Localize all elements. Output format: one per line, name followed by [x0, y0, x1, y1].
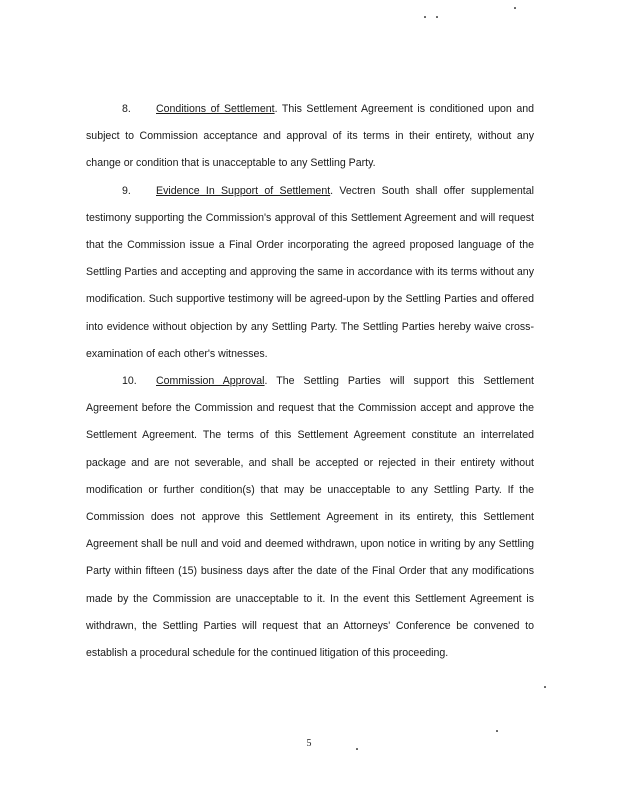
scan-speck — [496, 730, 498, 732]
paragraph-text: This Settlement Agreement is conditioned upon and subject to Commission acceptance and approval of its terms in their entirety, without any change or condition that is unacceptable to any Settling Party. — [86, 103, 534, 170]
paragraph-number: 9. — [122, 184, 131, 197]
scan-speck — [356, 748, 358, 750]
scan-speck — [544, 686, 546, 688]
paragraph-text: Vectren South shall offer supplemental testimony supporting the Commission's approval of this Settlement Agreement and will request that the Commission issue a Final Order incorporating the agreed proposed language of the Settling Parties and accepting and approving the same in accordance with its terms without any modification. Such supportive testimony will be agreed-upon by the Settling Parties and offered into evidence without objection by any Settling Party. The Settling Parties hereby waive cross-examination of each other's witnesses. — [86, 184, 534, 360]
paragraph-title: Commission Approval — [156, 375, 265, 388]
page-number: 5 — [306, 738, 312, 749]
document-body — [86, 96, 534, 667]
paragraph-commission-approval: 10. Commission Approval. The Settling Parties will support this Settlement Agreement before the Commission and request that the Commission accept and approve the Settlement Agreement. The terms of this Settlement Agreement constitute an interrelated package and are not severable, and shall be accepted or rejected in their entirety without modification or further condition(s) that may be unacceptable to any Settling Party. If the Commission does not approve this Settlement Agreement in its entirety, this Settlement Agreement shall be null and void and deemed withdrawn, upon notice in writing by any Settling Party within fifteen (15) business days after the date of the Final Order that any modifications made by the Commission are unacceptable to it. In the event this Settlement Agreement is withdrawn, the Settling Parties will request that an Attorneys' Conference be convened to establish a procedural schedule for the continued litigation of this proceeding. — [86, 368, 534, 667]
paragraph-conditions-of-settlement: 8. Conditions of Settlement. This Settlement Agreement is conditioned upon and subject to Commission acceptance and approval of its terms in their entirety, without any change or condition that is unacceptable to any Settling Party. — [86, 96, 534, 178]
paragraph-title: Evidence In Support of Settlement — [156, 184, 331, 197]
paragraph-evidence-in-support: 9. Evidence In Support of Settlement. Vectren South shall offer supplemental testimony supporting the Commission's approval of this Settlement Agreement and will request that the Commission issue a Final Order incorporating the agreed proposed language of the Settling Parties and accepting and approving the same in accordance with its terms without any modification. Such supportive testimony will be agreed-upon by the Settling Parties and offered into evidence without objection by any Settling Party. The Settling Parties hereby waive cross-examination of each other's witnesses. — [86, 178, 534, 368]
scan-speck — [424, 16, 426, 18]
paragraph-text: The Settling Parties will support this Settlement Agreement before the Commission and request that the Commission accept and approve the Settlement Agreement. The terms of this Settlement Agreement constitute an interrelated package and are not severable, and shall be accepted or rejected in their entirety without modification or further condition(s) that may be unacceptable to any Settling Party. If the Commission does not approve this Settlement Agreement in its entirety, this Settlement Agreement shall be null and void and deemed withdrawn, upon notice in writing by any Settling Party within fifteen (15) business days after the date of the Final Order that any modifications made by the Commission are unacceptable to it. In the event this Settlement Agreement is withdrawn, the Settling Parties will request that an Attorneys' Conference be convened to establish a procedural schedule for the continued litigation of this proceeding. — [86, 375, 534, 660]
scan-speck — [514, 7, 516, 9]
paragraph-title: Conditions of Settlement — [156, 103, 275, 115]
paragraph-number: 8. — [122, 103, 131, 115]
paragraph-number: 10. — [122, 375, 137, 388]
scan-speck — [436, 16, 438, 18]
